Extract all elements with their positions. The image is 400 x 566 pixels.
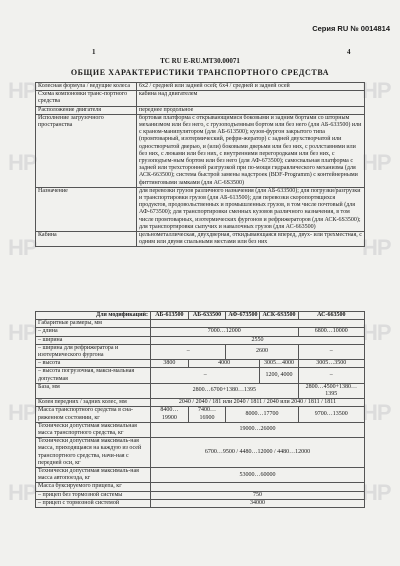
row-label: – длина: [36, 328, 151, 336]
watermark-hp: HP: [362, 150, 391, 175]
document-code: ТС RU Е-RU.МТ30.00071: [160, 57, 240, 65]
row-label: Колесная формула / ведущие колеса: [36, 83, 137, 91]
row-value: 2800…4500+1380…1395: [298, 383, 364, 398]
watermark-hp: HP: [362, 78, 391, 103]
modification-header: АСК-6S3500: [260, 312, 298, 320]
general-characteristics-table: [35, 82, 365, 247]
row-label: Технически допустимая максималь-ная масса автопоезда, кг: [36, 468, 151, 483]
watermark-hp: HP: [8, 150, 37, 175]
row-value: 6х2 / средней или задней осей; 6х4 / средней и задней осей: [137, 83, 365, 91]
table-row: [36, 468, 365, 483]
row-value: бортовая платформа с открывающимися боковыми и задним бортами со шторным механизмом или без него, с грузоподъемным бортом или без него (для АБ-633500) или с краном-манипулятором (для АБ-613500); кузов-фургон закрытого типа (промтоварный, изотермический, рефри-жератор) с задней двухстворчатой или одностворчатой дверью, и (или) боковыми дверьми или без них, с роллставнями или без них, с люками или без них, с внутренними перегородками или без них, с грузоподъем-ным бортом или без него (для АФ-673500); самосвальная платформа с задней или трехсторонней разгрузкой при по-мощи гидравлического механизма (для АСК-663500); система быстрой замены надстроек (BDF-Рrogramm) с контейнерными фиттинговыми замками (для АС-6S3500): [137, 114, 365, 187]
page-number-right: 4: [347, 48, 351, 56]
document-title: ОБЩИЕ ХАРАКТЕРИСТИКИ ТРАНСПОРТНОГО СРЕДСТВА: [70, 68, 330, 77]
table-row: [36, 114, 365, 187]
row-label: – прицеп с тормозной системой: [36, 499, 151, 507]
table-row: [36, 491, 365, 499]
row-value: 2800…6700+1380…1395: [151, 383, 299, 398]
modification-header: АС-663500: [298, 312, 364, 320]
watermark-hp: HP: [362, 235, 391, 260]
row-label: Масса буксируемого прицепа, кг: [36, 483, 151, 491]
row-label: Расположение двигателя: [36, 106, 137, 114]
modification-header: АБ-613500: [151, 312, 189, 320]
row-label: База, мм: [36, 383, 151, 398]
specifications-table: [35, 311, 365, 508]
row-label: Технически допустимая максималь-ная масса, приходящаяся на каждую из осей транспортного средства, начи-ная с передней оси, кг: [36, 438, 151, 468]
row-value: 1200, 4000: [260, 368, 298, 383]
row-value: –: [151, 368, 260, 383]
modification-header: АФ-673500: [226, 312, 260, 320]
row-value: кабина над двигателем: [137, 91, 365, 106]
table-row: [36, 328, 365, 336]
row-value: 3005…3500: [298, 360, 364, 368]
row-label: Назначение: [36, 187, 137, 231]
row-value: –: [298, 344, 364, 359]
row-value: 3005…4000: [260, 360, 298, 368]
row-value: 2600: [226, 344, 298, 359]
page-number-left: 1: [92, 48, 96, 56]
row-label: – ширина для рефрижератора и изотермического фургона: [36, 344, 151, 359]
table-row: [36, 499, 365, 507]
table-row: [36, 383, 365, 398]
row-value: [151, 320, 365, 328]
table-row: [36, 91, 365, 106]
table-row: [36, 344, 365, 359]
table-row: [36, 187, 365, 231]
row-value: 2040 / 2040 / 181 или 2040 / 1811 / 2040 или 2040 / 1811 / 1811: [151, 399, 365, 407]
watermark-hp: HP: [362, 480, 391, 505]
table-row: [36, 336, 365, 344]
modifications-label: Для модификаций:: [36, 312, 151, 320]
table-row: [36, 368, 365, 383]
certificate-serial: Серия RU № 0014814: [312, 24, 390, 33]
row-value: 8000…17700: [226, 407, 298, 422]
row-value: для перевозки грузов различного назначения (для АБ-633500); для погрузки/разгрузки и транспортировки грузов (для АБ-613500); для перевозки скоропортящихся продуктов, продовольственных и промышленных грузов, в том числе почтовый (для АФ-673500); для транспортировки сменных кузовов различного назначения, в том числе промтоварных, изотермических фургонов и рефрижераторов (для АСК-6S3500); для транспортировки сыпучих и навалочных грузов (для АС-663500): [137, 187, 365, 231]
row-value: 2550: [151, 336, 365, 344]
row-label: – прицеп без тормозной системы: [36, 491, 151, 499]
row-value: переднее продольное: [137, 106, 365, 114]
row-value: 9700…13500: [298, 407, 364, 422]
row-value: –: [298, 368, 364, 383]
row-value: 3800: [151, 360, 189, 368]
table-row: [36, 422, 365, 437]
table-row: [36, 483, 365, 491]
row-label: – высота: [36, 360, 151, 368]
watermark-hp: HP: [362, 320, 391, 345]
row-value: 750: [151, 491, 365, 499]
row-label: Технически допустимая максимальная масса транспортного средства, кг: [36, 422, 151, 437]
watermark-hp: HP: [8, 320, 37, 345]
row-label: Схема компоновки транс-портного средства: [36, 91, 137, 106]
row-value: 4000: [188, 360, 260, 368]
table-row: [36, 438, 365, 468]
modification-header: АБ-633500: [188, 312, 226, 320]
row-value: [151, 483, 365, 491]
row-label: – ширина: [36, 336, 151, 344]
row-label: Колея передних / задних колес, мм: [36, 399, 151, 407]
table-row: [36, 399, 365, 407]
table-row: [36, 232, 365, 247]
row-value: 8400…19900: [151, 407, 189, 422]
row-value: 19000…26000: [151, 422, 365, 437]
row-value: 7000…12000: [151, 328, 299, 336]
watermark-hp: HP: [8, 78, 37, 103]
table-row: [36, 407, 365, 422]
row-label: Исполнение загрузочного пространства: [36, 114, 137, 187]
table-row: [36, 360, 365, 368]
table-row: [36, 106, 365, 114]
row-value: 53000…60000: [151, 468, 365, 483]
row-value: 34000: [151, 499, 365, 507]
table-row: [36, 312, 365, 320]
row-label: Кабина: [36, 232, 137, 247]
watermark-hp: HP: [362, 400, 391, 425]
table-row: [36, 320, 365, 328]
row-value: цельнометаллическая, двухдверная, откидывающаяся вперед, двух- или трехместная, с одним или двумя спальными местами или без них: [137, 232, 365, 247]
row-value: –: [151, 344, 226, 359]
watermark-hp: HP: [8, 480, 37, 505]
row-value: 6800…10000: [298, 328, 364, 336]
table-row: [36, 83, 365, 91]
row-label: – высота погрузочная, макси-мальная допустимая: [36, 368, 151, 383]
watermark-hp: HP: [8, 400, 37, 425]
watermark-hp: HP: [8, 235, 37, 260]
row-value: 6700…9500 / 4480…12000 / 4480…12000: [151, 438, 365, 468]
row-value: 7400…16900: [188, 407, 226, 422]
row-label: Габаритные размеры, мм: [36, 320, 151, 328]
row-label: Масса транспортного средства в сна-ряженном состоянии, кг: [36, 407, 151, 422]
